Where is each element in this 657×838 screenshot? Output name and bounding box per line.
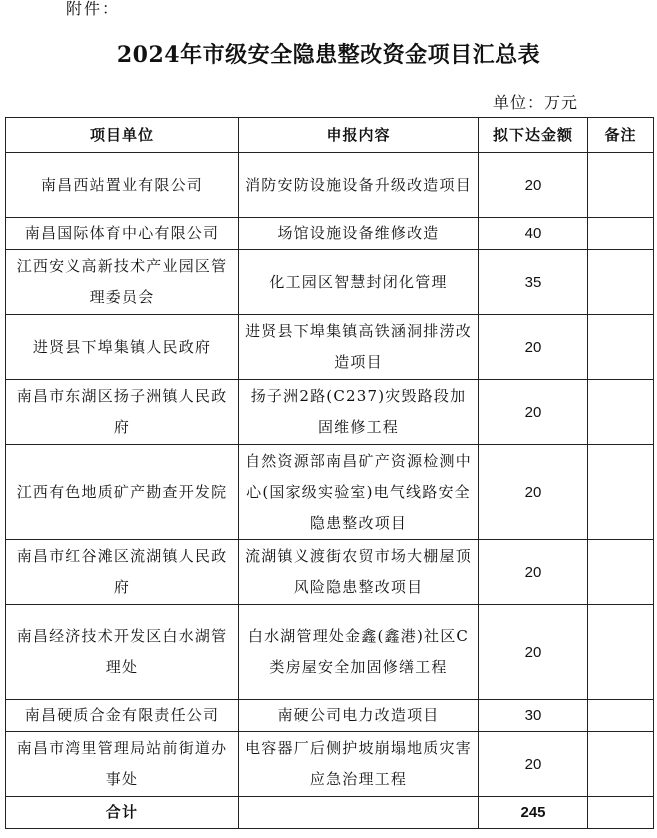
table-header-row <box>6 118 654 153</box>
cell-unit: 南昌经济技术开发区白水湖管理处 <box>6 605 239 700</box>
table-row <box>6 700 654 732</box>
cell-amount: 20 <box>479 605 588 700</box>
column-header-content: 申报内容 <box>239 118 479 153</box>
table-row <box>6 605 654 700</box>
cell-unit: 南昌硬质合金有限责任公司 <box>6 700 239 732</box>
funding-summary-table <box>5 117 654 829</box>
cell-note <box>588 540 654 605</box>
unit-label: 单位：万元 <box>493 93 579 112</box>
cell-amount: 20 <box>479 380 588 445</box>
cell-note <box>588 732 654 797</box>
cell-unit: 南昌国际体育中心有限公司 <box>6 218 239 250</box>
cell-content: 电容器厂后侧护坡崩塌地质灾害应急治理工程 <box>239 732 479 797</box>
cell-note <box>588 605 654 700</box>
cell-unit: 南昌西站置业有限公司 <box>6 153 239 218</box>
cell-content: 南硬公司电力改造项目 <box>239 700 479 732</box>
page-title: 2024年市级安全隐患整改资金项目汇总表 <box>116 42 541 68</box>
cell-unit: 江西有色地质矿产勘查开发院 <box>6 445 239 540</box>
column-header-unit: 项目单位 <box>6 118 239 153</box>
cell-content: 消防安防设施设备升级改造项目 <box>239 153 479 218</box>
cell-unit: 南昌市东湖区扬子洲镇人民政府 <box>6 380 239 445</box>
cell-amount: 20 <box>479 445 588 540</box>
cell-content: 白水湖管理处金鑫(鑫港)社区C类房屋安全加固修缮工程 <box>239 605 479 700</box>
total-label: 合计 <box>6 797 239 829</box>
cell-content: 进贤县下埠集镇高铁涵洞排涝改造项目 <box>239 315 479 380</box>
cell-note <box>588 700 654 732</box>
table-row <box>6 250 654 315</box>
cell-amount: 20 <box>479 153 588 218</box>
table-row <box>6 540 654 605</box>
table-row <box>6 153 654 218</box>
cell-content: 自然资源部南昌矿产资源检测中心(国家级实验室)电气线路安全隐患整改项目 <box>239 445 479 540</box>
cell-amount: 20 <box>479 732 588 797</box>
cell-amount: 30 <box>479 700 588 732</box>
cell-unit: 南昌市红谷滩区流湖镇人民政府 <box>6 540 239 605</box>
cell-content: 扬子洲2路(C237)灾毁路段加固维修工程 <box>239 380 479 445</box>
table-row <box>6 315 654 380</box>
total-row <box>6 797 654 829</box>
cell-amount: 35 <box>479 250 588 315</box>
cell-unit: 南昌市湾里管理局站前街道办事处 <box>6 732 239 797</box>
cell-note <box>588 250 654 315</box>
cell-amount: 20 <box>479 540 588 605</box>
cell-note <box>588 218 654 250</box>
total-amount: 245 <box>479 797 588 829</box>
cell-unit: 江西安义高新技术产业园区管理委员会 <box>6 250 239 315</box>
cell-note <box>588 315 654 380</box>
column-header-note: 备注 <box>588 118 654 153</box>
column-header-amount: 拟下达金额 <box>479 118 588 153</box>
cell-amount: 20 <box>479 315 588 380</box>
attachment-label: 附件： <box>66 0 121 18</box>
cell-note <box>588 445 654 540</box>
cell-amount: 40 <box>479 218 588 250</box>
cell-note <box>588 380 654 445</box>
table-row <box>6 445 654 540</box>
table-row <box>6 732 654 797</box>
cell-content: 流湖镇义渡街农贸市场大棚屋顶风险隐患整改项目 <box>239 540 479 605</box>
total-note <box>588 797 654 829</box>
cell-unit: 进贤县下埠集镇人民政府 <box>6 315 239 380</box>
cell-note <box>588 153 654 218</box>
table-row <box>6 218 654 250</box>
cell-content: 场馆设施设备维修改造 <box>239 218 479 250</box>
table-row <box>6 380 654 445</box>
cell-content: 化工园区智慧封闭化管理 <box>239 250 479 315</box>
total-content <box>239 797 479 829</box>
